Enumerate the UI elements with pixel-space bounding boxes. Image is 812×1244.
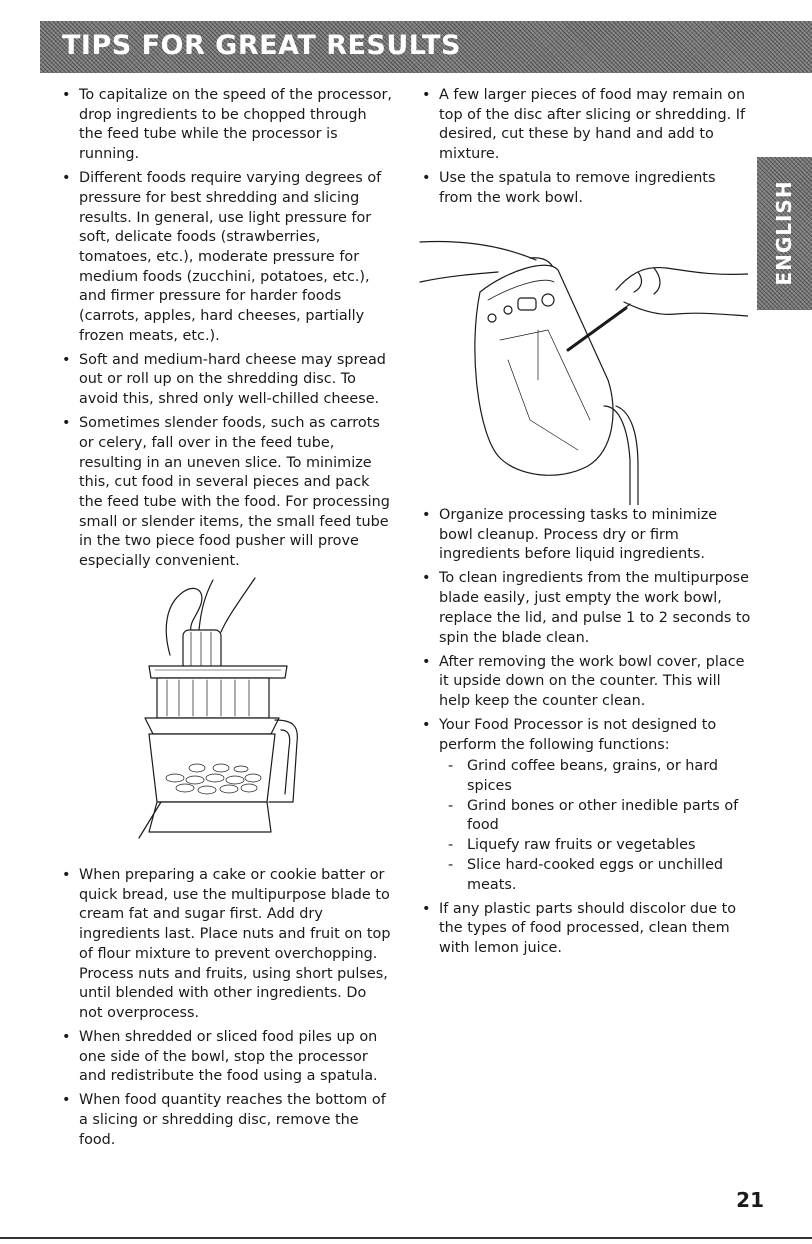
page-number: 21 (736, 1188, 764, 1212)
sub-item: - Grind coffee beans, grains, or hard spices (439, 757, 752, 796)
tips-list-left-bottom (62, 866, 392, 1150)
tip-item: • Different foods require varying degrees of pressure for best shredding and slicing results. In general, use light pressure for soft, delicate foods (strawberries, tomatoes, etc.), moderate pressure for medium foods (zucchini, potatoes, etc.), and firmer pressure for harder foods (carrots, apples, hard cheeses, partially frozen meats, etc.). (62, 169, 392, 346)
tip-item: • Sometimes slender foods, such as carrots or celery, fall over in the feed tube, resulting in an uneven slice. To minimize this, cut food in several pieces and pack the feed tube with the food. For processing small or slender items, the small feed tube in the two piece food pusher will prove especially convenient. (62, 414, 392, 572)
tip-item: • To clean ingredients from the multipurpose blade easily, just empty the work bowl, replace the lid, and pulse 1 to 2 seconds to spin the blade clean. (422, 569, 752, 648)
tip-item: • Organize processing tasks to minimize bowl cleanup. Process dry or firm ingredients before liquid ingredients. (422, 506, 752, 565)
page-title: TIPS FOR GREAT RESULTS (62, 30, 461, 61)
tip-item: • Use the spatula to remove ingredients from the work bowl. (422, 169, 752, 208)
tip-item (422, 716, 752, 895)
section-banner (40, 21, 812, 73)
right-column (422, 86, 752, 213)
bottom-rule (0, 1237, 812, 1239)
sub-item: - Grind bones or other inedible parts of food (439, 797, 752, 836)
not-designed-list (439, 757, 752, 895)
sub-item: - Slice hard-cooked eggs or unchilled meats. (439, 856, 752, 895)
tips-list-right-bottom (422, 506, 752, 959)
tip-item: • A few larger pieces of food may remain on top of the disc after slicing or shredding. If desired, cut these by hand and add to mixture. (422, 86, 752, 165)
tip-item: • When preparing a cake or cookie batter or quick bread, use the multipurpose blade to cream fat and sugar first. Add dry ingredients last. Place nuts and fruit on top of flour mixture to prevent overchopping. Process nuts and fruits, using short pulses, until blended with other ingredients. Do not overprocess. (62, 866, 392, 1024)
food-pusher-illustration (135, 570, 310, 840)
language-tab (757, 157, 812, 310)
right-column-bottom (422, 506, 752, 963)
left-column (62, 86, 392, 576)
sub-item: - Liquefy raw fruits or vegetables (439, 836, 752, 856)
tip-item: • When food quantity reaches the bottom of a slicing or shredding disc, remove the food. (62, 1091, 392, 1150)
tip-item: • To capitalize on the speed of the processor, drop ingredients to be chopped through the feed tube while the processor is running. (62, 86, 392, 165)
language-tab-label: ENGLISH (772, 180, 796, 286)
tip-item: • After removing the work bowl cover, place it upside down on the counter. This will help keep the counter clean. (422, 653, 752, 712)
tips-list-left-top (62, 86, 392, 572)
tip-item: • If any plastic parts should discolor due to the types of food processed, clean them with lemon juice. (422, 900, 752, 959)
tip-text: Your Food Processor is not designed to perform the following functions: (439, 716, 717, 753)
tips-list-right-top (422, 86, 752, 209)
tip-item: • Soft and medium-hard cheese may spread out or roll up on the shredding disc. To avoid this, shred only well-chilled cheese. (62, 351, 392, 410)
left-column-bottom (62, 866, 392, 1155)
tip-item: • When shredded or sliced food piles up on one side of the bowl, stop the processor and redistribute the food using a spatula. (62, 1028, 392, 1087)
spatula-bowl-illustration (418, 230, 748, 505)
